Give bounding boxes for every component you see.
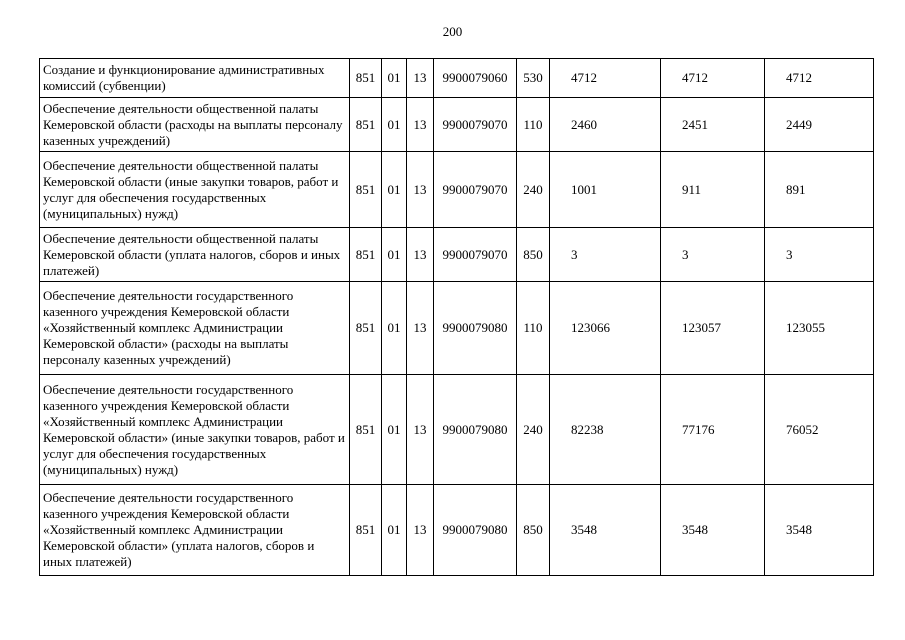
amount-year1-cell: 82238 bbox=[550, 375, 661, 485]
target-article-cell: 9900079080 bbox=[434, 282, 517, 375]
subsection-code-cell: 13 bbox=[407, 98, 434, 152]
amount-year1-cell: 123066 bbox=[550, 282, 661, 375]
table-row bbox=[40, 228, 874, 282]
expense-type-cell: 530 bbox=[517, 59, 550, 98]
table-row bbox=[40, 152, 874, 228]
description-cell: Обеспечение деятельности государственного казенного учреждения Кемеровской области «Хозяйственный комплекс Администрации Кемеровской области» (иные закупки товаров, работ и услуг для обеспечения государственных (муниципальных) нужд) bbox=[40, 375, 350, 485]
amount-year2-cell: 3548 bbox=[661, 485, 765, 576]
amount-year1-cell: 4712 bbox=[550, 59, 661, 98]
amount-year2-cell: 123057 bbox=[661, 282, 765, 375]
table-row bbox=[40, 59, 874, 98]
amount-year3-cell: 3548 bbox=[765, 485, 874, 576]
table-row bbox=[40, 98, 874, 152]
expense-type-cell: 110 bbox=[517, 98, 550, 152]
subsection-code-cell: 13 bbox=[407, 375, 434, 485]
target-article-cell: 9900079080 bbox=[434, 485, 517, 576]
section-code-cell: 01 bbox=[382, 282, 407, 375]
section-code-cell: 01 bbox=[382, 98, 407, 152]
subsection-code-cell: 13 bbox=[407, 59, 434, 98]
table-row bbox=[40, 375, 874, 485]
ministry-code-cell: 851 bbox=[350, 282, 382, 375]
expense-type-cell: 110 bbox=[517, 282, 550, 375]
table-row bbox=[40, 282, 874, 375]
description-cell: Обеспечение деятельности государственного казенного учреждения Кемеровской области «Хозяйственный комплекс Администрации Кемеровской области» (расходы на выплаты персоналу казенных учреждений) bbox=[40, 282, 350, 375]
section-code-cell: 01 bbox=[382, 485, 407, 576]
amount-year1-cell: 1001 bbox=[550, 152, 661, 228]
section-code-cell: 01 bbox=[382, 152, 407, 228]
amount-year1-cell: 2460 bbox=[550, 98, 661, 152]
ministry-code-cell: 851 bbox=[350, 228, 382, 282]
amount-year1-cell: 3 bbox=[550, 228, 661, 282]
expense-type-cell: 850 bbox=[517, 485, 550, 576]
ministry-code-cell: 851 bbox=[350, 59, 382, 98]
amount-year3-cell: 123055 bbox=[765, 282, 874, 375]
ministry-code-cell: 851 bbox=[350, 375, 382, 485]
description-cell: Обеспечение деятельности общественной палаты Кемеровской области (уплата налогов, сборов и иных платежей) bbox=[40, 228, 350, 282]
target-article-cell: 9900079070 bbox=[434, 98, 517, 152]
budget-table bbox=[39, 58, 874, 576]
subsection-code-cell: 13 bbox=[407, 152, 434, 228]
amount-year3-cell: 4712 bbox=[765, 59, 874, 98]
amount-year3-cell: 3 bbox=[765, 228, 874, 282]
amount-year3-cell: 76052 bbox=[765, 375, 874, 485]
description-cell: Создание и функционирование административных комиссий (субвенции) bbox=[40, 59, 350, 98]
amount-year2-cell: 4712 bbox=[661, 59, 765, 98]
description-cell: Обеспечение деятельности государственного казенного учреждения Кемеровской области «Хозяйственный комплекс Администрации Кемеровской области» (уплата налогов, сборов и иных платежей) bbox=[40, 485, 350, 576]
expense-type-cell: 850 bbox=[517, 228, 550, 282]
amount-year3-cell: 2449 bbox=[765, 98, 874, 152]
amount-year2-cell: 2451 bbox=[661, 98, 765, 152]
expense-type-cell: 240 bbox=[517, 375, 550, 485]
target-article-cell: 9900079070 bbox=[434, 228, 517, 282]
section-code-cell: 01 bbox=[382, 375, 407, 485]
ministry-code-cell: 851 bbox=[350, 485, 382, 576]
section-code-cell: 01 bbox=[382, 228, 407, 282]
subsection-code-cell: 13 bbox=[407, 485, 434, 576]
section-code-cell: 01 bbox=[382, 59, 407, 98]
page-number: 200 bbox=[442, 24, 463, 39]
amount-year1-cell: 3548 bbox=[550, 485, 661, 576]
description-cell: Обеспечение деятельности общественной палаты Кемеровской области (иные закупки товаров, работ и услуг для обеспечения государственных (муниципальных) нужд) bbox=[40, 152, 350, 228]
subsection-code-cell: 13 bbox=[407, 282, 434, 375]
ministry-code-cell: 851 bbox=[350, 98, 382, 152]
target-article-cell: 9900079060 bbox=[434, 59, 517, 98]
budget-table-body bbox=[40, 59, 874, 576]
target-article-cell: 9900079080 bbox=[434, 375, 517, 485]
description-cell: Обеспечение деятельности общественной палаты Кемеровской области (расходы на выплаты персоналу казенных учреждений) bbox=[40, 98, 350, 152]
amount-year2-cell: 3 bbox=[661, 228, 765, 282]
subsection-code-cell: 13 bbox=[407, 228, 434, 282]
amount-year2-cell: 911 bbox=[661, 152, 765, 228]
ministry-code-cell: 851 bbox=[350, 152, 382, 228]
target-article-cell: 9900079070 bbox=[434, 152, 517, 228]
table-row bbox=[40, 485, 874, 576]
amount-year3-cell: 891 bbox=[765, 152, 874, 228]
amount-year2-cell: 77176 bbox=[661, 375, 765, 485]
expense-type-cell: 240 bbox=[517, 152, 550, 228]
